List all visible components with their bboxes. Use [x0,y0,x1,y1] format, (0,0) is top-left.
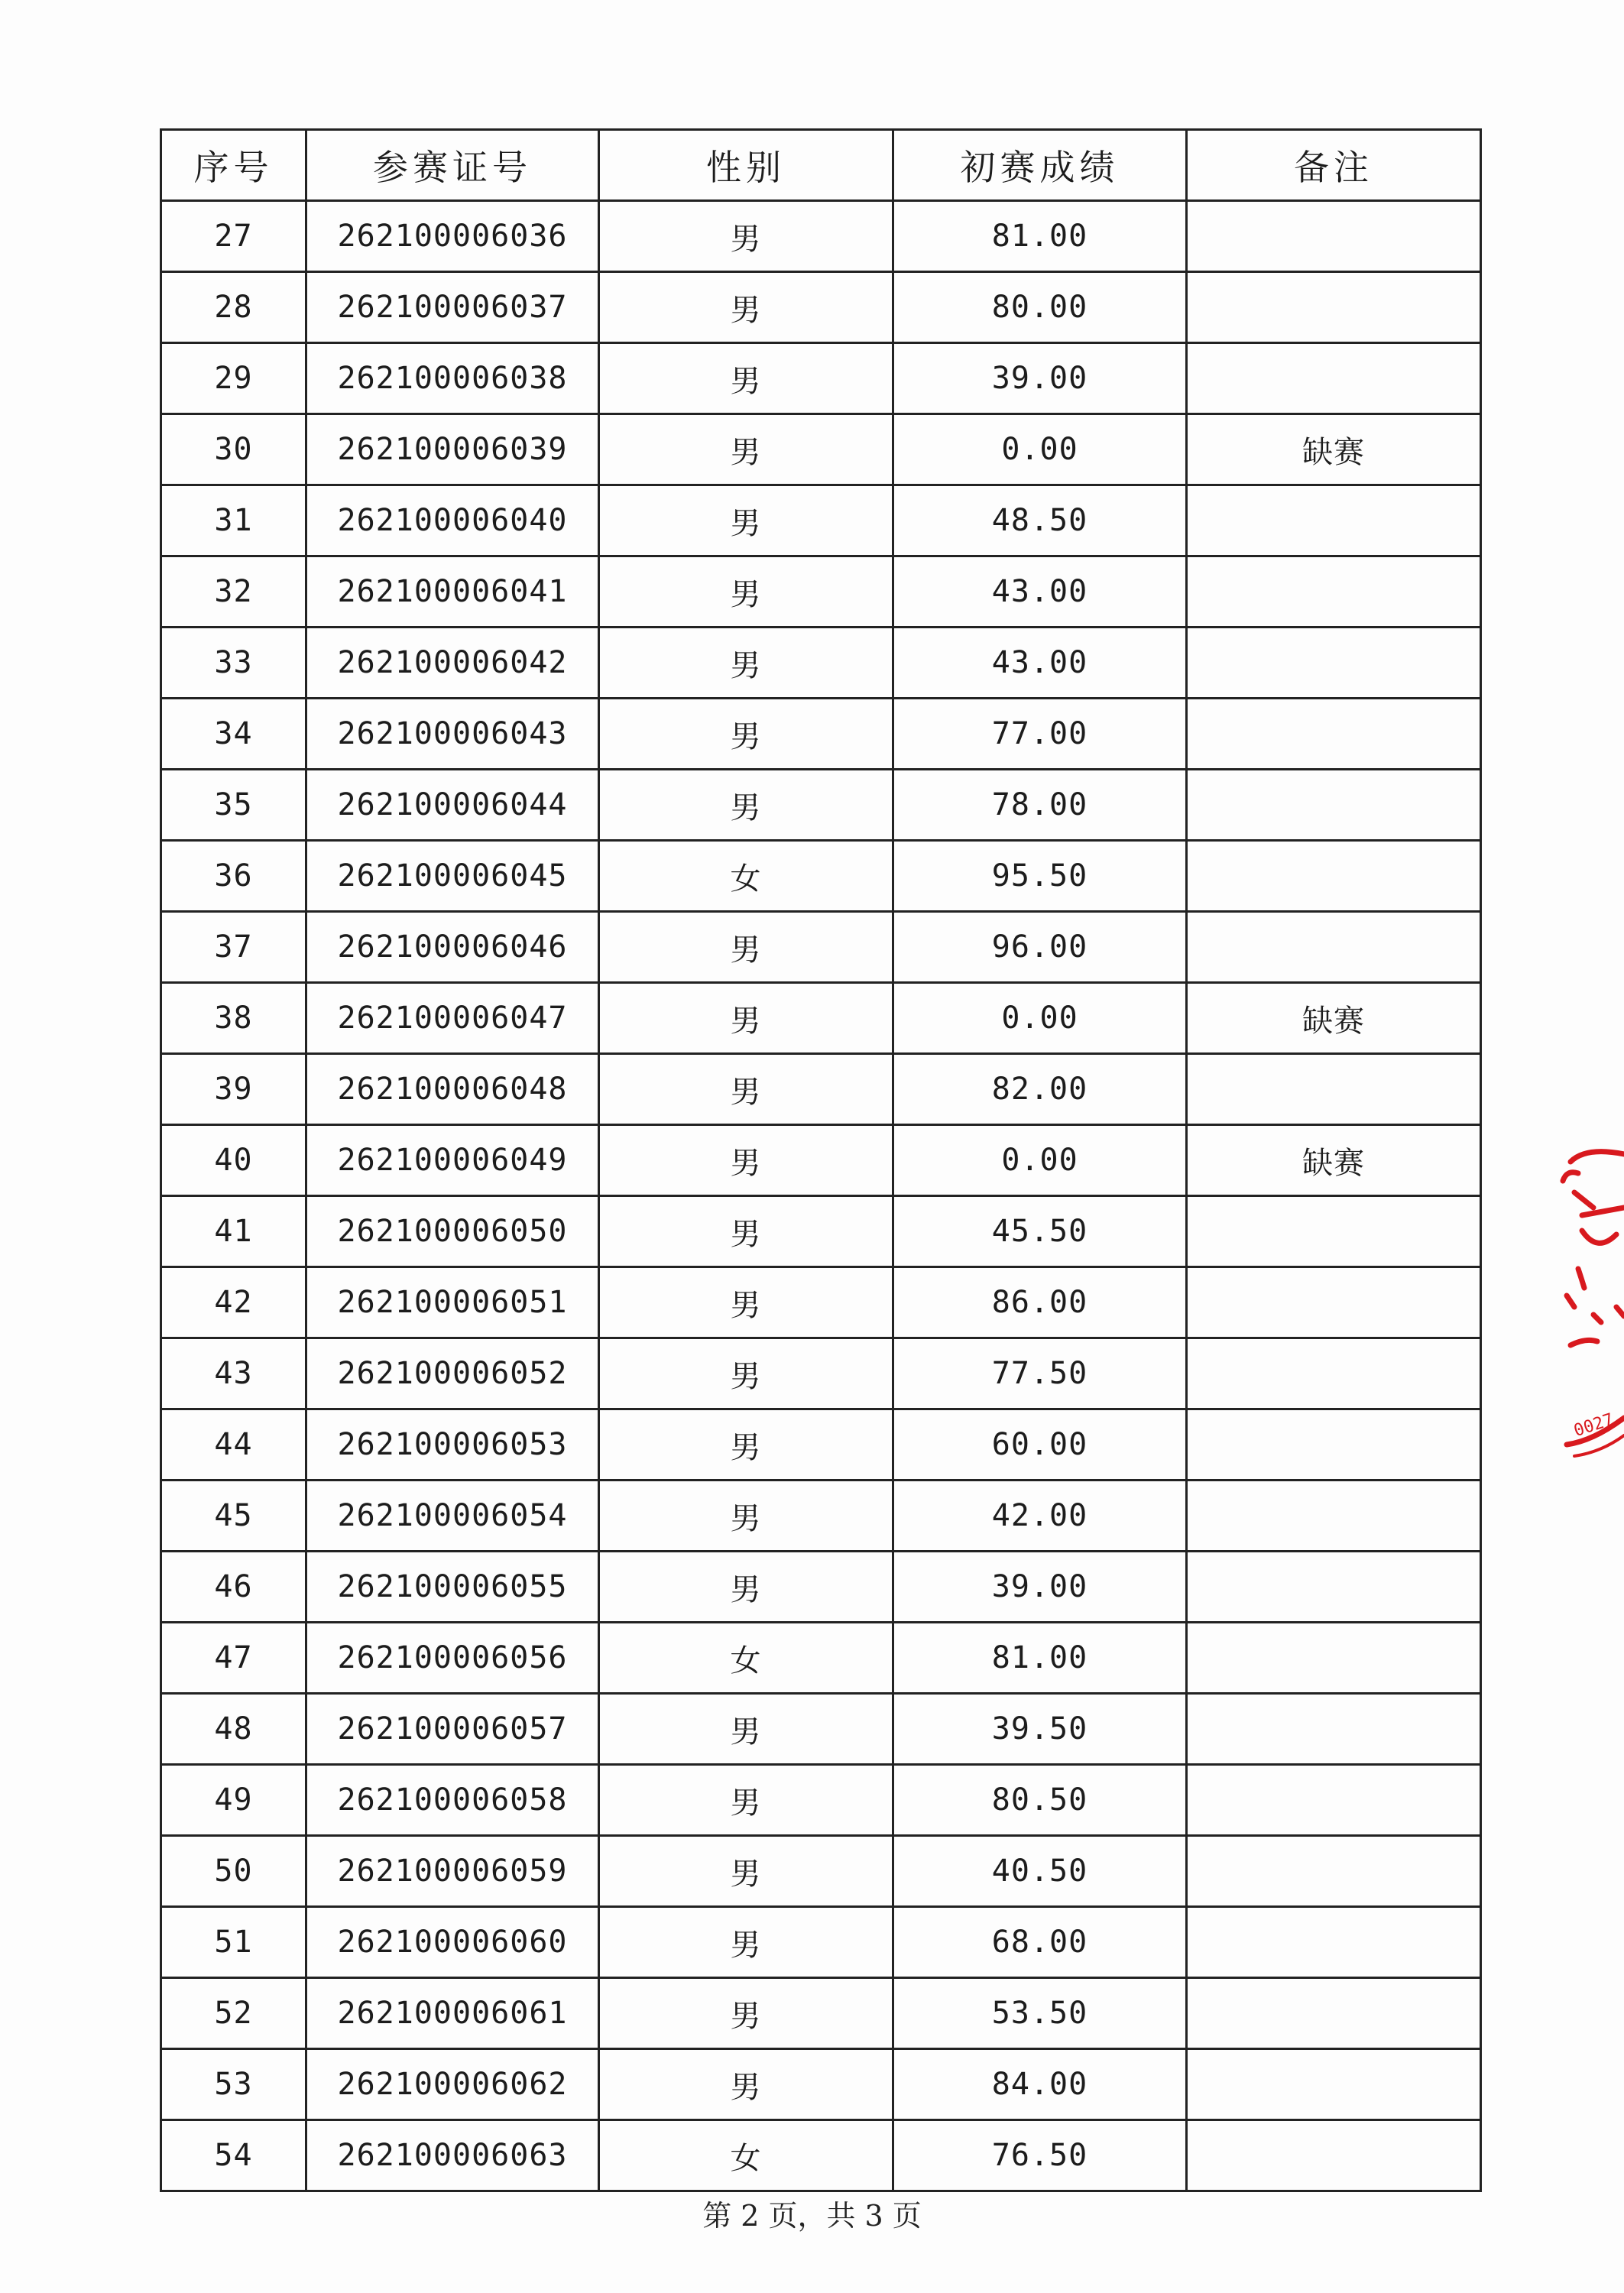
row-score: 39.50 [893,1694,1187,1765]
row-gender: 女 [599,1623,893,1694]
table-row [161,2049,1481,2120]
row-index: 30 [161,414,306,485]
row-entry-number: 262100006061 [306,1978,599,2049]
footer-mid: 页，共 [768,2199,856,2233]
row-gender: 男 [599,628,893,699]
row-entry-number: 262100006051 [306,1267,599,1338]
row-index: 39 [161,1054,306,1125]
table-row [161,343,1481,414]
row-remark [1187,343,1481,414]
table-row [161,841,1481,912]
table-row [161,1978,1481,2049]
footer-suffix: 页 [892,2199,922,2233]
row-score: 76.50 [893,2120,1187,2191]
table-row [161,628,1481,699]
row-score: 95.50 [893,841,1187,912]
row-score: 43.00 [893,556,1187,628]
row-entry-number: 262100006052 [306,1338,599,1409]
row-score: 77.00 [893,699,1187,770]
table-row [161,485,1481,556]
row-score: 77.50 [893,1338,1187,1409]
row-score: 39.00 [893,1552,1187,1623]
row-remark [1187,1338,1481,1409]
row-score: 80.00 [893,272,1187,343]
row-remark [1187,1694,1481,1765]
row-index: 28 [161,272,306,343]
row-score: 42.00 [893,1481,1187,1552]
red-seal-stamp [1540,1116,1624,1468]
row-remark [1187,1623,1481,1694]
table-row [161,770,1481,841]
row-gender: 男 [599,770,893,841]
table-header-row [161,130,1481,201]
row-entry-number: 262100006060 [306,1907,599,1978]
row-index: 49 [161,1765,306,1836]
row-entry-number: 262100006037 [306,272,599,343]
row-index: 27 [161,201,306,272]
table-row [161,983,1481,1054]
row-remark: 缺赛 [1187,1125,1481,1196]
row-remark [1187,556,1481,628]
row-gender: 男 [599,1765,893,1836]
row-entry-number: 262100006059 [306,1836,599,1907]
row-score: 0.00 [893,983,1187,1054]
row-entry-number: 262100006056 [306,1623,599,1694]
row-entry-number: 262100006048 [306,1054,599,1125]
row-index: 52 [161,1978,306,2049]
row-entry-number: 262100006039 [306,414,599,485]
header-entry-number: 参赛证号 [306,130,599,201]
row-gender: 男 [599,1978,893,2049]
row-entry-number: 262100006044 [306,770,599,841]
row-remark [1187,1481,1481,1552]
row-entry-number: 262100006046 [306,912,599,983]
row-score: 81.00 [893,1623,1187,1694]
footer-page-number: 2 [741,2199,760,2233]
row-entry-number: 262100006057 [306,1694,599,1765]
row-index: 46 [161,1552,306,1623]
row-index: 43 [161,1338,306,1409]
row-index: 41 [161,1196,306,1267]
row-index: 32 [161,556,306,628]
row-entry-number: 262100006040 [306,485,599,556]
row-remark: 缺赛 [1187,414,1481,485]
footer-total-pages: 3 [864,2199,883,2233]
row-index: 42 [161,1267,306,1338]
row-gender: 男 [599,1054,893,1125]
row-entry-number: 262100006043 [306,699,599,770]
row-gender: 男 [599,1125,893,1196]
table-row [161,1907,1481,1978]
row-score: 68.00 [893,1907,1187,1978]
row-score: 43.00 [893,628,1187,699]
row-gender: 男 [599,699,893,770]
row-gender: 男 [599,201,893,272]
row-index: 51 [161,1907,306,1978]
row-index: 35 [161,770,306,841]
row-index: 34 [161,699,306,770]
row-entry-number: 262100006063 [306,2120,599,2191]
header-remarks: 备注 [1187,130,1481,201]
table-row [161,1054,1481,1125]
row-remark [1187,272,1481,343]
row-index: 45 [161,1481,306,1552]
row-score: 86.00 [893,1267,1187,1338]
row-score: 0.00 [893,414,1187,485]
row-remark [1187,1836,1481,1907]
table-body [161,201,1481,2191]
row-gender: 男 [599,556,893,628]
table-row [161,272,1481,343]
row-gender: 女 [599,2120,893,2191]
row-index: 47 [161,1623,306,1694]
table-row [161,1409,1481,1481]
row-index: 40 [161,1125,306,1196]
row-remark [1187,841,1481,912]
row-gender: 男 [599,414,893,485]
stamp-serial: 0027 [1571,1409,1616,1442]
row-index: 36 [161,841,306,912]
row-entry-number: 262100006050 [306,1196,599,1267]
row-score: 45.50 [893,1196,1187,1267]
table-row [161,1694,1481,1765]
row-score: 53.50 [893,1978,1187,2049]
table-row [161,414,1481,485]
row-gender: 男 [599,1267,893,1338]
row-remark [1187,2049,1481,2120]
row-gender: 男 [599,485,893,556]
row-gender: 男 [599,1836,893,1907]
table-row [161,556,1481,628]
row-remark [1187,1196,1481,1267]
row-index: 38 [161,983,306,1054]
row-score: 39.00 [893,343,1187,414]
results-table [160,128,1482,2192]
table-row [161,1196,1481,1267]
row-entry-number: 262100006041 [306,556,599,628]
row-gender: 男 [599,1196,893,1267]
header-preliminary-score: 初赛成绩 [893,130,1187,201]
row-gender: 男 [599,1907,893,1978]
table-row [161,1125,1481,1196]
row-gender: 男 [599,1552,893,1623]
row-gender: 男 [599,912,893,983]
row-gender: 男 [599,272,893,343]
row-score: 96.00 [893,912,1187,983]
row-remark [1187,1267,1481,1338]
row-score: 0.00 [893,1125,1187,1196]
page-footer [0,2192,1624,2234]
row-index: 53 [161,2049,306,2120]
row-gender: 男 [599,1409,893,1481]
row-remark [1187,1054,1481,1125]
row-index: 50 [161,1836,306,1907]
row-entry-number: 262100006049 [306,1125,599,1196]
row-entry-number: 262100006047 [306,983,599,1054]
row-index: 29 [161,343,306,414]
row-gender: 女 [599,841,893,912]
row-gender: 男 [599,1694,893,1765]
row-gender: 男 [599,2049,893,2120]
row-entry-number: 262100006055 [306,1552,599,1623]
row-score: 48.50 [893,485,1187,556]
row-remark [1187,699,1481,770]
row-score: 78.00 [893,770,1187,841]
row-remark [1187,628,1481,699]
row-gender: 男 [599,983,893,1054]
row-entry-number: 262100006045 [306,841,599,912]
row-entry-number: 262100006062 [306,2049,599,2120]
table-row [161,912,1481,983]
row-score: 40.50 [893,1836,1187,1907]
row-remark [1187,2120,1481,2191]
header-gender: 性别 [599,130,893,201]
row-index: 54 [161,2120,306,2191]
row-remark [1187,912,1481,983]
row-gender: 男 [599,343,893,414]
row-score: 80.50 [893,1765,1187,1836]
row-index: 31 [161,485,306,556]
row-remark [1187,1552,1481,1623]
row-remark [1187,1765,1481,1836]
row-score: 81.00 [893,201,1187,272]
table-row [161,1481,1481,1552]
row-remark [1187,1907,1481,1978]
table-row [161,699,1481,770]
row-remark [1187,1978,1481,2049]
row-score: 60.00 [893,1409,1187,1481]
row-index: 48 [161,1694,306,1765]
row-entry-number: 262100006036 [306,201,599,272]
table-row [161,2120,1481,2191]
footer-prefix: 第 [702,2199,732,2233]
row-gender: 男 [599,1338,893,1409]
row-remark [1187,770,1481,841]
row-remark [1187,201,1481,272]
row-entry-number: 262100006054 [306,1481,599,1552]
row-entry-number: 262100006058 [306,1765,599,1836]
row-entry-number: 262100006053 [306,1409,599,1481]
row-index: 44 [161,1409,306,1481]
table-row [161,1338,1481,1409]
row-gender: 男 [599,1481,893,1552]
row-remark: 缺赛 [1187,983,1481,1054]
row-index: 33 [161,628,306,699]
header-index: 序号 [161,130,306,201]
table-row [161,1552,1481,1623]
row-score: 82.00 [893,1054,1187,1125]
row-remark [1187,1409,1481,1481]
row-remark [1187,485,1481,556]
table-row [161,1765,1481,1836]
table-row [161,1836,1481,1907]
table-row [161,1623,1481,1694]
row-entry-number: 262100006042 [306,628,599,699]
row-entry-number: 262100006038 [306,343,599,414]
row-index: 37 [161,912,306,983]
table-row [161,201,1481,272]
row-score: 84.00 [893,2049,1187,2120]
table-row [161,1267,1481,1338]
